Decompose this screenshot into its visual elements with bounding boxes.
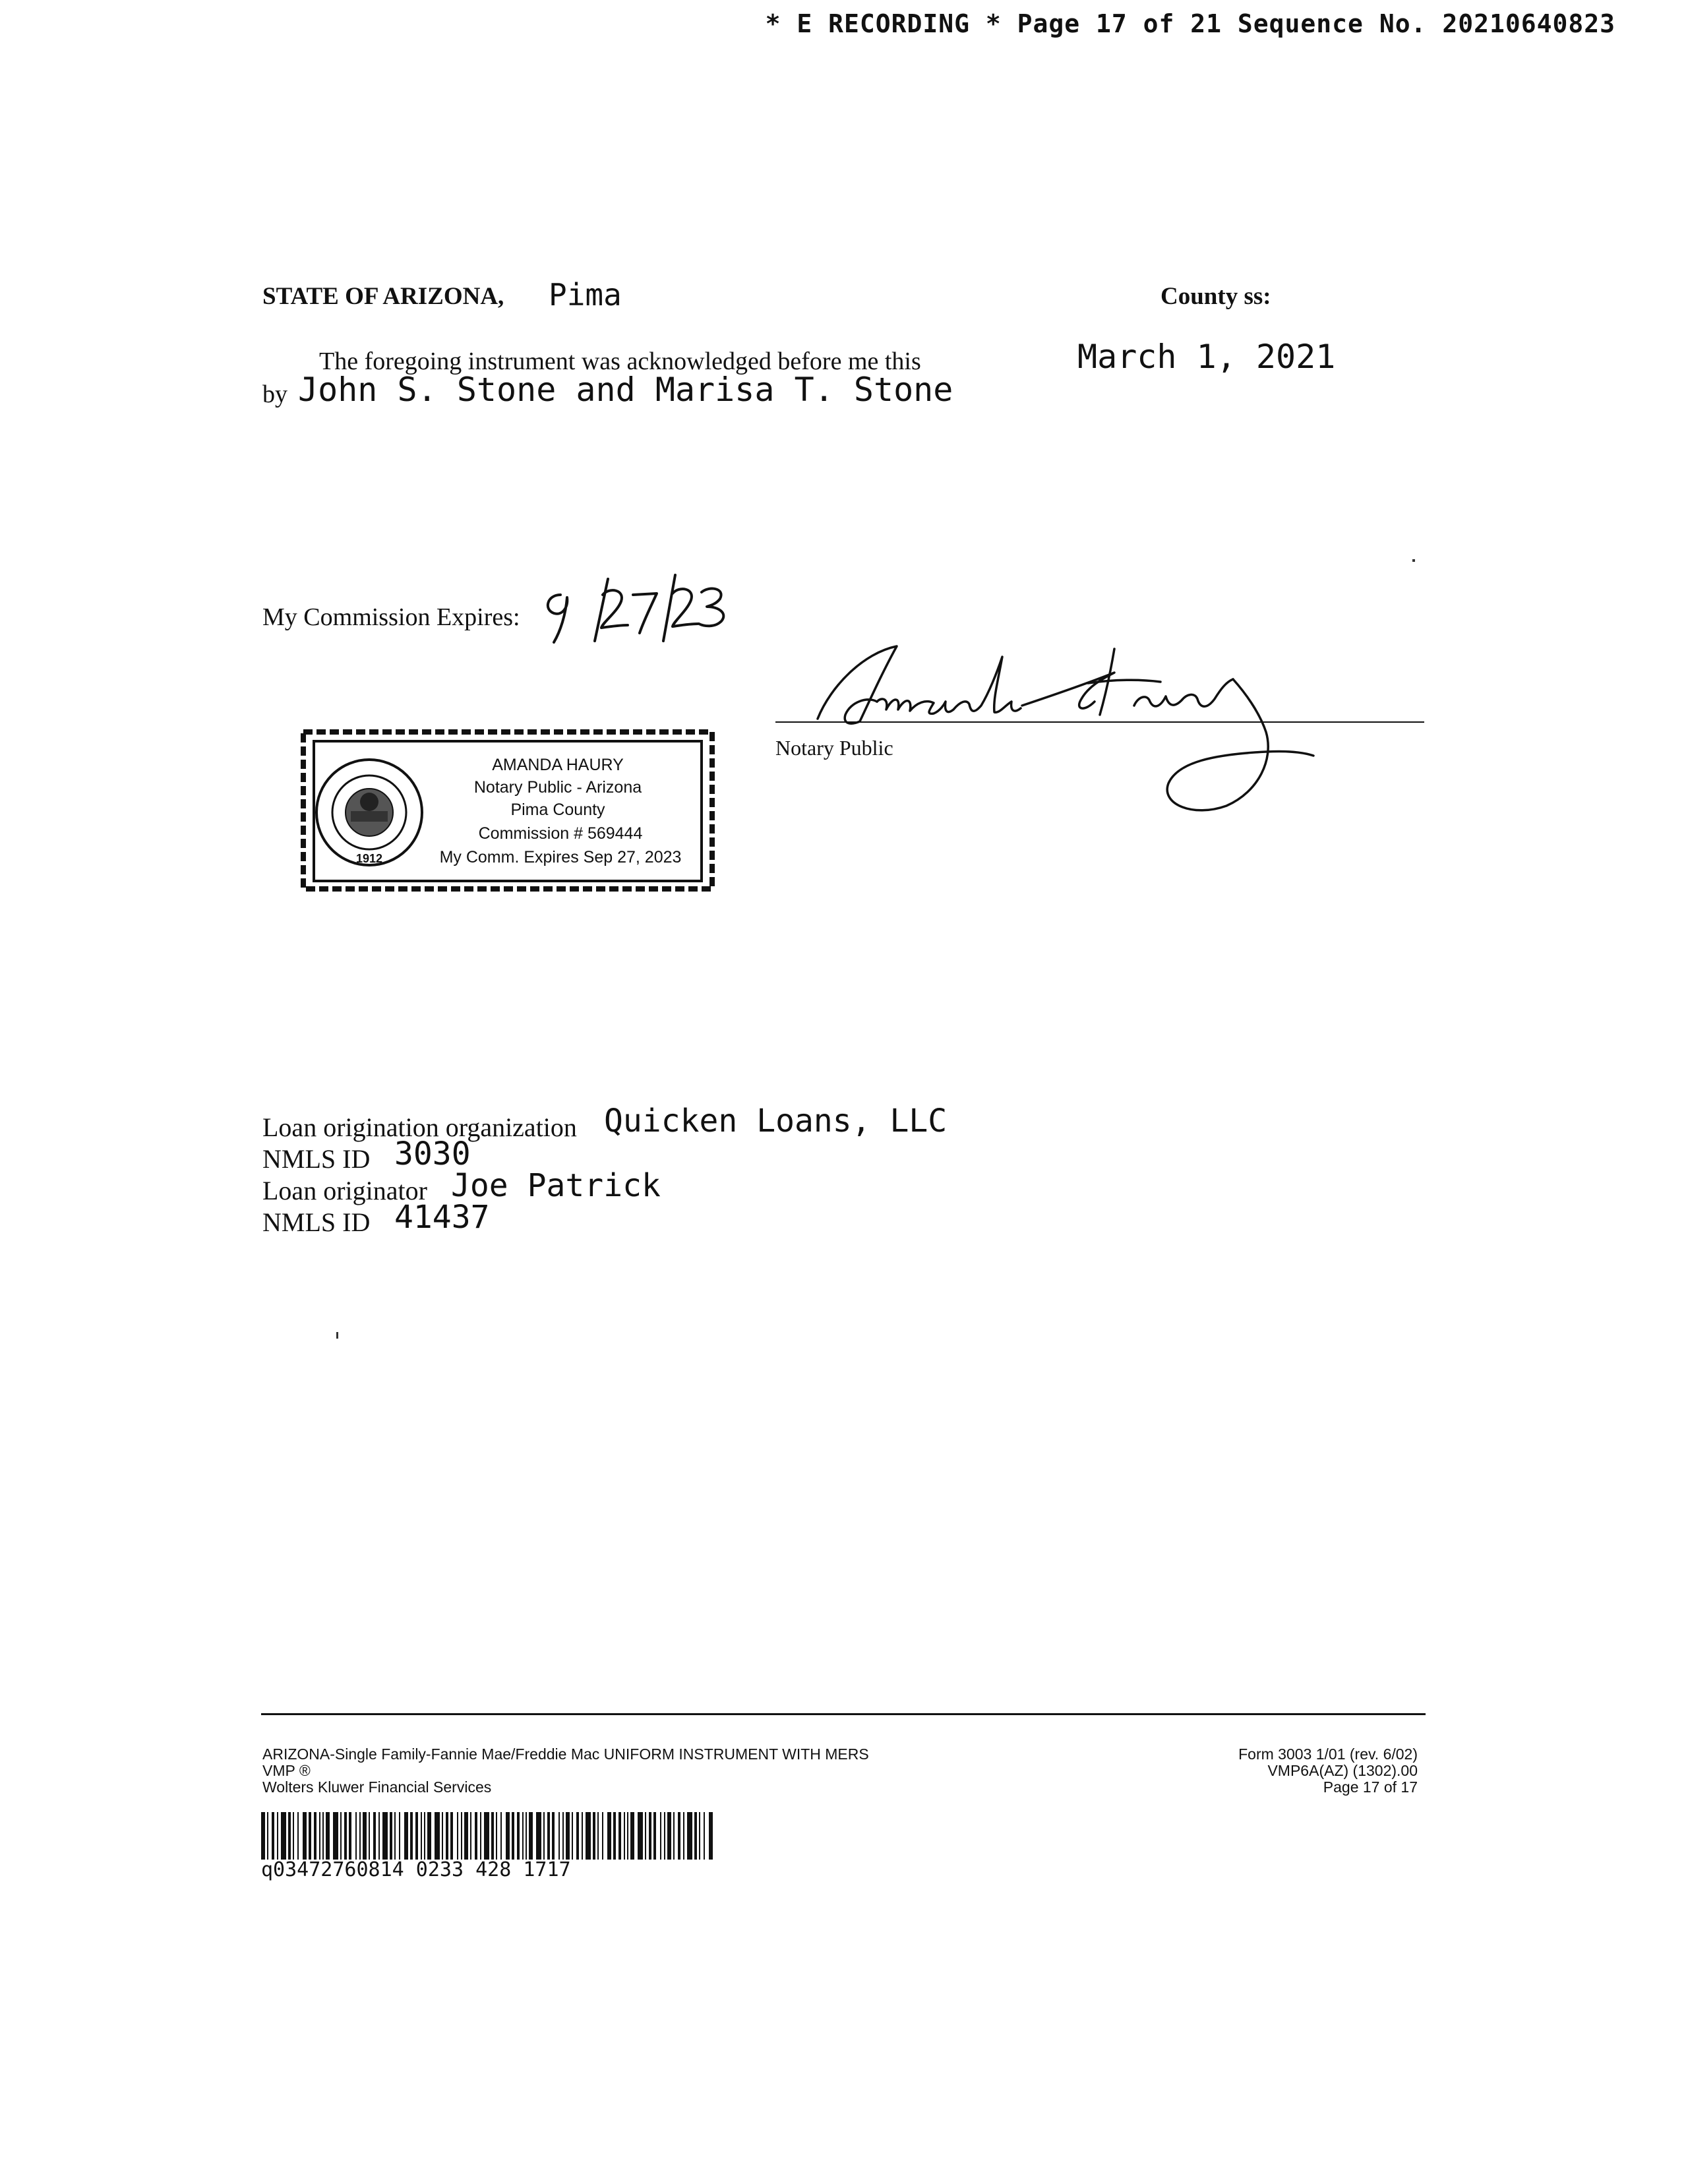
barcode-bar bbox=[394, 1812, 396, 1860]
notary-signature bbox=[804, 633, 1319, 824]
barcode-bar bbox=[586, 1812, 591, 1860]
barcode-bar bbox=[424, 1812, 425, 1860]
barcode-bar bbox=[410, 1812, 413, 1860]
footer-vmp-code: VMP6A(AZ) (1302).00 bbox=[1267, 1762, 1418, 1779]
barcode-bar bbox=[529, 1812, 533, 1860]
originator-nmls-id-label: NMLS ID bbox=[262, 1207, 371, 1237]
barcode-bar bbox=[355, 1812, 357, 1860]
barcode-bar bbox=[506, 1812, 510, 1860]
barcode-bar bbox=[593, 1812, 595, 1860]
barcode-bar bbox=[649, 1812, 651, 1860]
barcode-bar bbox=[572, 1812, 573, 1860]
seal-commission-number: Commission # 569444 bbox=[478, 824, 643, 843]
barcode-bar bbox=[399, 1812, 400, 1860]
handwritten-commission-date bbox=[534, 568, 732, 648]
barcode-bar bbox=[709, 1812, 713, 1860]
barcode-bar bbox=[369, 1812, 370, 1860]
barcode-bar bbox=[630, 1812, 634, 1860]
loan-origination-organization-label: Loan origination organization bbox=[262, 1112, 577, 1142]
barcode-bar bbox=[543, 1812, 545, 1860]
barcode-bar bbox=[378, 1812, 380, 1860]
organization-nmls-id-value: 3030 bbox=[394, 1136, 471, 1172]
state-label: STATE OF ARIZONA, bbox=[262, 283, 504, 310]
barcode-bar bbox=[421, 1812, 422, 1860]
recording-header: * E RECORDING * Page 17 of 21 Sequence No. 20210640823 bbox=[765, 9, 1615, 38]
barcode-bar bbox=[484, 1812, 489, 1860]
barcode-bar bbox=[522, 1812, 524, 1860]
barcode-bar bbox=[464, 1812, 468, 1860]
footer-form-number: Form 3003 1/01 (rev. 6/02) bbox=[1238, 1745, 1418, 1763]
barcode-bar bbox=[314, 1812, 316, 1860]
seal-year: 1912 bbox=[355, 852, 383, 865]
barcode-bar bbox=[624, 1812, 625, 1860]
seal-county: Pima County bbox=[510, 801, 605, 819]
loan-originator-value: Joe Patrick bbox=[451, 1167, 661, 1204]
barcode-bar bbox=[309, 1812, 311, 1860]
barcode-bar bbox=[415, 1812, 418, 1860]
barcode-bar bbox=[687, 1812, 692, 1860]
barcode-bar bbox=[340, 1812, 342, 1860]
scan-speck bbox=[1412, 559, 1415, 562]
barcode-bar bbox=[645, 1812, 646, 1860]
barcode-bar bbox=[344, 1812, 347, 1860]
footer-form-title: ARIZONA-Single Family-Fannie Mae/Freddie Mac UNIFORM INSTRUMENT WITH MERS bbox=[262, 1745, 869, 1763]
barcode-bar bbox=[303, 1812, 307, 1860]
barcode-bar bbox=[435, 1812, 440, 1860]
barcode-bar bbox=[491, 1812, 494, 1860]
barcode-bar bbox=[558, 1812, 560, 1860]
barcode-bar bbox=[382, 1812, 388, 1860]
scan-speck bbox=[336, 1332, 338, 1339]
barcode-bar bbox=[547, 1812, 550, 1860]
barcode-bar bbox=[613, 1812, 616, 1860]
barcode-bar bbox=[517, 1812, 520, 1860]
barcode-bar bbox=[404, 1812, 408, 1860]
barcode-bar bbox=[699, 1812, 700, 1860]
barcode-bar bbox=[526, 1812, 527, 1860]
barcode-bar bbox=[450, 1812, 453, 1860]
barcode-bar bbox=[349, 1812, 351, 1860]
footer-publisher: Wolters Kluwer Financial Services bbox=[262, 1778, 492, 1796]
loan-originator-label: Loan originator bbox=[262, 1176, 427, 1205]
barcode-bar bbox=[660, 1812, 661, 1860]
barcode-bar bbox=[678, 1812, 680, 1860]
barcode-bar bbox=[272, 1812, 274, 1860]
barcode-bar bbox=[480, 1812, 481, 1860]
barcode-bar bbox=[326, 1812, 330, 1860]
notary-seal-stamp bbox=[297, 724, 719, 898]
organization-nmls-id-label: NMLS ID bbox=[262, 1144, 371, 1174]
barcode-bar bbox=[457, 1812, 458, 1860]
barcode-bar bbox=[297, 1812, 299, 1860]
barcode-bar bbox=[319, 1812, 320, 1860]
barcode-bar bbox=[653, 1812, 656, 1860]
barcode-bar bbox=[562, 1812, 564, 1860]
barcode-bar bbox=[602, 1812, 603, 1860]
barcode-bar bbox=[442, 1812, 443, 1860]
barcode-bar bbox=[618, 1812, 621, 1860]
barcode-bar bbox=[261, 1812, 265, 1860]
barcode-bar bbox=[607, 1812, 611, 1860]
barcode-bar bbox=[322, 1812, 324, 1860]
barcode-bar bbox=[333, 1812, 338, 1860]
acknowledgment-statement: The foregoing instrument was acknowledged before me this bbox=[319, 348, 921, 375]
seal-title: Notary Public - Arizona bbox=[473, 778, 642, 797]
barcode-bar bbox=[390, 1812, 392, 1860]
barcode-bar bbox=[470, 1812, 471, 1860]
barcode-bar bbox=[288, 1812, 291, 1860]
barcode-number: q03472760814 0233 428 1717 bbox=[261, 1858, 571, 1881]
commission-expires-label: My Commission Expires: bbox=[262, 603, 520, 631]
barcode-bar bbox=[461, 1812, 462, 1860]
county-name: Pima bbox=[549, 277, 622, 313]
acknowledged-names: John S. Stone and Marisa T. Stone bbox=[298, 371, 953, 409]
barcode-bar bbox=[267, 1812, 268, 1860]
barcode-bar bbox=[427, 1812, 431, 1860]
signature-line bbox=[775, 721, 1424, 723]
acknowledgment-date: March 1, 2021 bbox=[1077, 338, 1336, 376]
barcode-bar bbox=[277, 1812, 278, 1860]
barcode-bar bbox=[363, 1812, 367, 1860]
loan-origination-organization-value: Quicken Loans, LLC bbox=[604, 1103, 948, 1139]
barcode-bar bbox=[552, 1812, 555, 1860]
barcode-bar bbox=[475, 1812, 477, 1860]
barcode-bar bbox=[683, 1812, 684, 1860]
barcode-bar bbox=[536, 1812, 541, 1860]
barcode-bar bbox=[664, 1812, 665, 1860]
barcode-bar bbox=[638, 1812, 643, 1860]
county-ss-label: County ss: bbox=[1160, 283, 1271, 310]
barcode-bar bbox=[576, 1812, 579, 1860]
by-label: by bbox=[262, 380, 287, 408]
barcode-bar bbox=[373, 1812, 376, 1860]
barcode-bar bbox=[496, 1812, 497, 1860]
notary-public-label: Notary Public bbox=[775, 736, 893, 760]
barcode-bar bbox=[500, 1812, 502, 1860]
barcode-bar bbox=[597, 1812, 599, 1860]
footer-form-description bbox=[262, 1746, 869, 1796]
barcode-bar bbox=[694, 1812, 697, 1860]
barcode-bar bbox=[582, 1812, 583, 1860]
barcode-bar bbox=[627, 1812, 628, 1860]
barcode-bar bbox=[667, 1812, 671, 1860]
seal-expiration: My Comm. Expires Sep 27, 2023 bbox=[439, 848, 682, 866]
originator-nmls-id-value: 41437 bbox=[394, 1199, 490, 1236]
barcode-bar bbox=[673, 1812, 675, 1860]
footer-vmp-mark: VMP ® bbox=[262, 1762, 311, 1779]
barcode-bar bbox=[512, 1812, 514, 1860]
footer-rule bbox=[261, 1713, 1426, 1715]
barcode-bar bbox=[566, 1812, 570, 1860]
footer-form-info bbox=[1238, 1746, 1418, 1796]
barcode bbox=[261, 1812, 716, 1860]
barcode-bar bbox=[293, 1812, 294, 1860]
barcode-bar bbox=[281, 1812, 286, 1860]
barcode-bar bbox=[359, 1812, 361, 1860]
barcode-bar bbox=[704, 1812, 705, 1860]
seal-name: AMANDA HAURY bbox=[492, 756, 624, 774]
footer-page-number: Page 17 of 17 bbox=[1323, 1778, 1418, 1796]
barcode-bar bbox=[446, 1812, 448, 1860]
